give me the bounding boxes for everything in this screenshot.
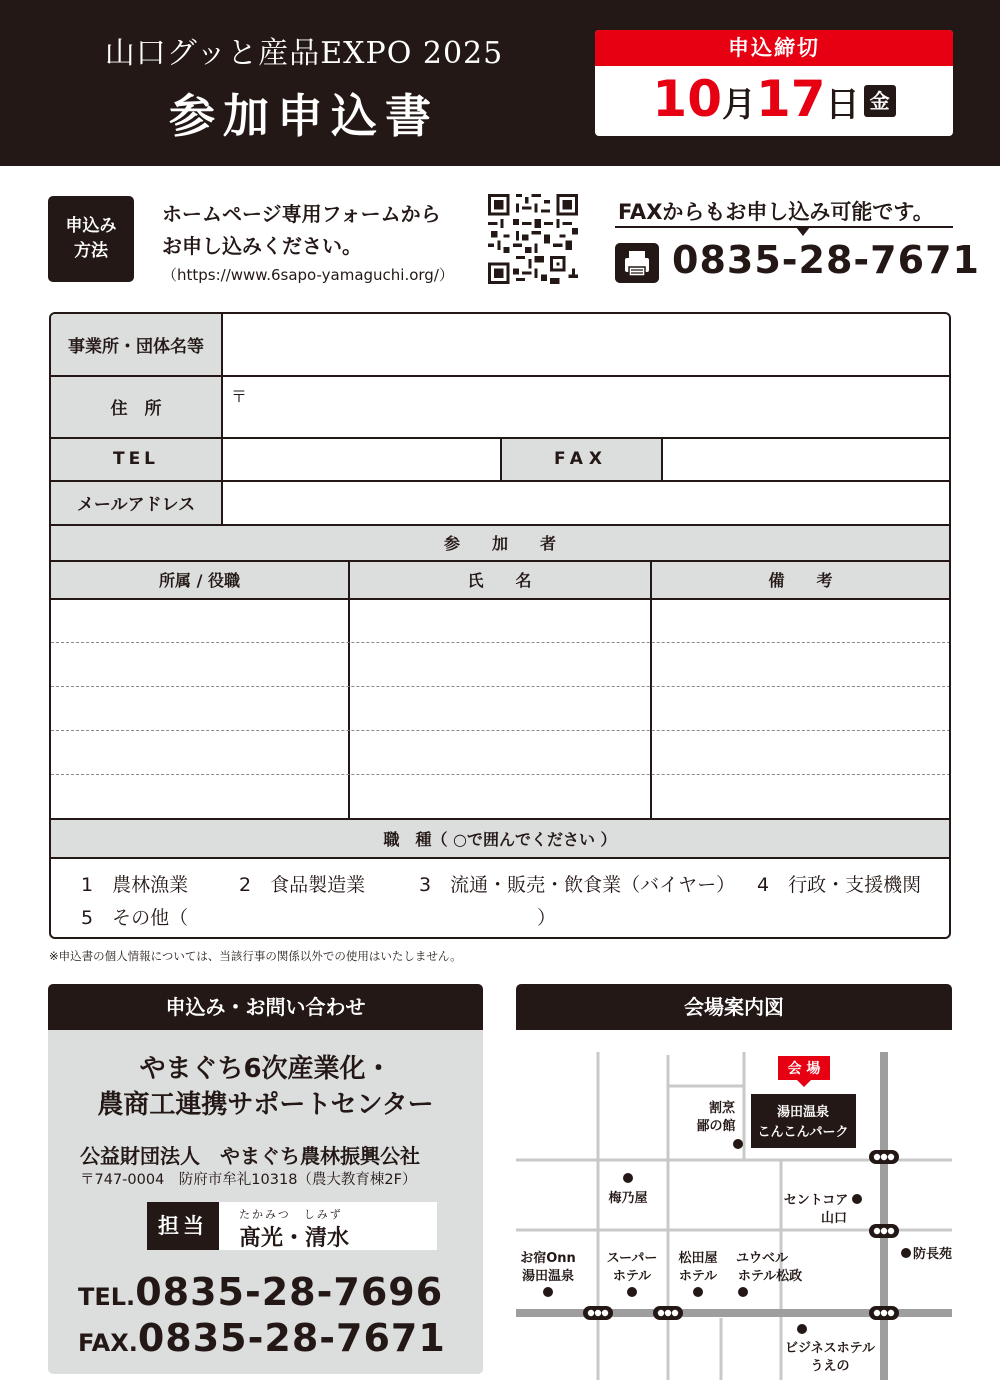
- landmark-dot-icon: [543, 1287, 553, 1297]
- landmark-dot-icon: [901, 1248, 911, 1258]
- landmark-centcore-1: セントコア: [783, 1193, 849, 1208]
- occupation-option-5[interactable]: 5 その他（: [81, 907, 189, 929]
- fax-number: 0835-28-7671: [672, 238, 980, 282]
- fax-note: FAXからもお申し込み可能です。: [618, 200, 934, 224]
- landmark-dot-icon: [852, 1194, 862, 1204]
- landmark-kappo-1: 割烹: [708, 1101, 736, 1116]
- tel-number: 0835-28-7696: [135, 1270, 444, 1314]
- qr-code-icon[interactable]: [488, 194, 578, 284]
- deadline-day: 17: [756, 70, 826, 128]
- map-header: 会場案内図: [516, 984, 952, 1030]
- venue-map: [516, 1040, 952, 1380]
- org-name-line2: 農商工連携サポートセンター: [97, 1090, 434, 1120]
- venue-name-1: 湯田温泉: [776, 1105, 830, 1120]
- landmark-business-1: ビジネスホテル: [785, 1341, 875, 1356]
- method-text-line1: ホームページ専用フォームから: [162, 202, 441, 226]
- landmark-yubel-1: ユウベル: [735, 1251, 789, 1266]
- staff-box: [147, 1202, 437, 1250]
- landmark-dot-icon: [627, 1287, 637, 1297]
- col-name: 氏 名: [349, 561, 650, 598]
- occupation-other-close: ）: [537, 907, 557, 929]
- deadline-box: [595, 30, 953, 136]
- traffic-light-icon: [869, 1306, 899, 1320]
- occupation-option-2[interactable]: 2 食品製造業: [239, 874, 366, 896]
- contact-header: 申込み・お問い合わせ: [48, 984, 483, 1030]
- address-label: 住 所: [51, 376, 221, 437]
- address-input[interactable]: [222, 376, 950, 437]
- staff-label: 担当: [147, 1202, 219, 1250]
- col-remarks: 備 考: [651, 561, 950, 598]
- tel-prefix: TEL.: [78, 1283, 136, 1311]
- occupation-option-4[interactable]: 4 行政・支援機関: [757, 874, 922, 896]
- deadline-label: 申込締切: [595, 30, 953, 66]
- contact-panel: [48, 1030, 483, 1374]
- landmark-dot-icon: [797, 1324, 807, 1334]
- deadline-day-unit: 日: [825, 85, 860, 125]
- event-name: 山口グッと産品EXPO 2025: [104, 36, 504, 71]
- org-label: 事業所・団体名等: [51, 314, 221, 375]
- landmark-super-1: スーパー: [606, 1251, 658, 1266]
- col-affiliation: 所属 / 役職: [51, 561, 348, 598]
- deadline-month-unit: 月: [722, 85, 756, 125]
- fax-divider: [615, 226, 953, 228]
- landmark-centcore-2: 山口: [820, 1211, 848, 1226]
- contact-tel: [78, 1270, 443, 1314]
- traffic-light-icon: [869, 1224, 899, 1238]
- staff-name: 髙光・清水: [239, 1226, 350, 1251]
- landmark-bochoen: 防長苑: [913, 1247, 952, 1262]
- org-name-line1: やまぐち6次産業化・: [139, 1054, 392, 1084]
- postal-mark: 〒: [231, 387, 248, 406]
- landmark-onn-2: 湯田温泉: [521, 1269, 575, 1284]
- contact-fax: [78, 1316, 446, 1360]
- email-input[interactable]: [222, 481, 950, 524]
- method-text-line2: お申し込みください。: [162, 234, 362, 258]
- association-name: 公益財団法人 やまぐち農林振興公社: [80, 1144, 420, 1168]
- traffic-light-icon: [869, 1150, 899, 1164]
- deadline-date: [595, 66, 953, 136]
- header-band: [0, 0, 1000, 166]
- landmark-onn-1: お宿Onn: [520, 1251, 576, 1266]
- fax-caret-icon: [796, 227, 810, 236]
- landmark-dot-icon: [623, 1173, 633, 1183]
- occupation-header: 職 種（ ○で囲んでください ）: [51, 819, 949, 857]
- fax-prefix: FAX.: [78, 1329, 138, 1357]
- landmark-kappo-2: 鄙の館: [696, 1119, 736, 1134]
- landmark-umenoya: 梅乃屋: [608, 1191, 648, 1206]
- venue-badge: 会 場: [787, 1061, 821, 1077]
- landmark-dot-icon: [733, 1139, 743, 1149]
- privacy-note: ※申込書の個人情報については、当該行事の関係以外での使用はいたしません。: [49, 949, 462, 963]
- venue-name-2: こんこんパーク: [757, 1125, 849, 1140]
- occupation-option-1[interactable]: 1 農林漁業: [81, 874, 189, 896]
- tel-input[interactable]: [222, 438, 500, 480]
- method-badge: 申込み 方法: [48, 196, 134, 282]
- application-form: [49, 312, 951, 939]
- landmark-matsudaya-2: ホテル: [678, 1269, 718, 1284]
- method-url[interactable]: （https://www.6sapo-yamaguchi.org/）: [162, 266, 454, 284]
- participants-header: 参 加 者: [51, 525, 949, 560]
- staff-ruby: たかみつ しみず: [239, 1208, 343, 1221]
- landmark-yubel-2: ホテル松政: [737, 1269, 803, 1284]
- traffic-light-icon: [583, 1306, 613, 1320]
- deadline-weekday: 金: [864, 85, 896, 117]
- fax-label: FAX: [501, 438, 661, 480]
- landmark-dot-icon: [738, 1287, 748, 1297]
- email-label: メールアドレス: [51, 481, 221, 524]
- deadline-month: 10: [652, 70, 722, 128]
- landmark-business-2: うえの: [810, 1359, 850, 1374]
- org-input[interactable]: [222, 314, 950, 375]
- landmark-matsudaya-1: 松田屋: [678, 1251, 718, 1266]
- form-title: 参加申込書: [169, 89, 439, 143]
- participants-entry-area[interactable]: [51, 599, 950, 818]
- venue-pointer-icon: [797, 1080, 811, 1087]
- occupation-option-3[interactable]: 3 流通・販売・飲食業（バイヤー）: [419, 874, 736, 896]
- landmark-dot-icon: [693, 1287, 703, 1297]
- landmark-super-2: ホテル: [612, 1269, 652, 1284]
- contact-fax-number: 0835-28-7671: [137, 1316, 446, 1360]
- traffic-light-icon: [653, 1306, 683, 1320]
- fax-input[interactable]: [662, 438, 950, 480]
- tel-label: TEL: [51, 438, 221, 480]
- fax-machine-icon: [615, 243, 659, 283]
- contact-address: 〒747-0004 防府市牟礼10318（農大教育棟2F）: [80, 1172, 417, 1188]
